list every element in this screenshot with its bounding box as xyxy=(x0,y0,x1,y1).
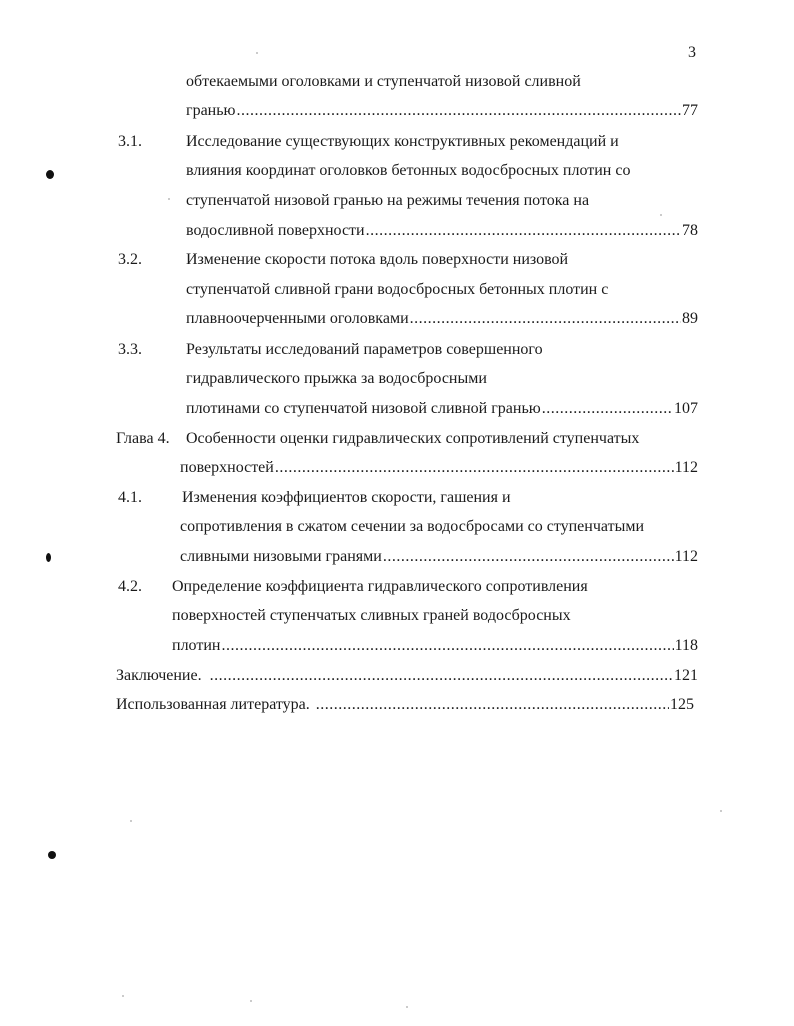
scan-speck xyxy=(46,553,51,562)
scan-speck xyxy=(250,1000,252,1002)
toc-page-number: 125 xyxy=(670,696,694,713)
toc-entry-title: плавноочерченными оголовками xyxy=(186,310,409,327)
dot-leader xyxy=(236,101,681,121)
toc-entry-last-line xyxy=(180,458,698,478)
toc-section-number: 3.3. xyxy=(118,341,142,358)
scan-speck xyxy=(46,170,54,179)
toc-line: Результаты исследований параметров совершенного xyxy=(186,341,543,358)
scan-speck xyxy=(122,995,124,997)
toc-entry-title: Использованная литература. xyxy=(116,696,310,713)
toc-entry-last-line xyxy=(180,547,698,567)
toc-entry-last-line xyxy=(116,695,694,715)
toc-line: Изменения коэффициентов скорости, гашения и xyxy=(182,489,511,506)
toc-page-number: 78 xyxy=(682,222,698,239)
dot-leader xyxy=(275,458,674,478)
toc-entry-title: гранью xyxy=(186,102,236,119)
toc-line: сопротивления в сжатом сечении за водосбросами со ступенчатыми xyxy=(180,518,644,535)
dot-leader xyxy=(316,695,669,715)
dot-leader xyxy=(410,309,681,329)
toc-page-number: 89 xyxy=(682,310,698,327)
toc-entry-title: плотинами со ступенчатой низовой сливной гранью xyxy=(186,400,541,417)
toc-page-number: 121 xyxy=(674,667,698,684)
page-number: 3 xyxy=(688,44,696,61)
toc-entry-last-line xyxy=(172,636,698,656)
toc-line: обтекаемыми оголовками и ступенчатой низовой сливной xyxy=(186,73,581,90)
toc-page-number: 112 xyxy=(674,548,698,565)
toc-section-number: 3.2. xyxy=(118,251,142,268)
toc-page-number: 118 xyxy=(674,637,698,654)
dot-leader xyxy=(221,636,673,656)
toc-line: Исследование существующих конструктивных рекомендаций и xyxy=(186,133,619,150)
scan-speck xyxy=(130,820,132,822)
toc-entry-last-line xyxy=(186,399,698,419)
dot-leader xyxy=(210,666,673,686)
toc-entry-title: Заключение. xyxy=(116,667,202,684)
toc-chapter-number: Глава 4. xyxy=(116,430,170,447)
toc-entry-last-line xyxy=(186,101,698,121)
scan-speck xyxy=(168,198,170,200)
toc-line: Особенности оценки гидравлических сопротивлений ступенчатых xyxy=(186,430,640,447)
toc-line: поверхностей ступенчатых сливных граней водосбросных xyxy=(172,607,571,624)
dot-leader xyxy=(383,547,674,567)
toc-entry-title: сливными низовыми гранями xyxy=(180,548,382,565)
scan-speck xyxy=(48,851,56,859)
toc-line: ступенчатой сливной грани водосбросных бетонных плотин с xyxy=(186,281,609,298)
dot-leader xyxy=(542,399,673,419)
toc-section-number: 3.1. xyxy=(118,133,142,150)
scan-speck xyxy=(660,214,662,216)
toc-line: Изменение скорости потока вдоль поверхности низовой xyxy=(186,251,569,268)
toc-section-number: 4.1. xyxy=(118,489,142,506)
scan-speck xyxy=(720,810,722,812)
toc-line: ступенчатой низовой гранью на режимы течения потока на xyxy=(186,192,590,209)
toc-entry-title: плотин xyxy=(172,637,221,654)
toc-page-number: 77 xyxy=(682,102,698,119)
dot-leader xyxy=(366,221,681,241)
toc-entry-last-line xyxy=(186,309,698,329)
toc-page-number: 107 xyxy=(674,400,698,417)
toc-entry-title: поверхностей xyxy=(180,459,274,476)
scan-speck xyxy=(406,1006,408,1008)
toc-section-number: 4.2. xyxy=(118,578,142,595)
scan-speck xyxy=(256,52,258,54)
toc-entry-last-line xyxy=(186,221,698,241)
toc-entry-title: водосливной поверхности xyxy=(186,222,365,239)
toc-line: гидравлического прыжка за водосбросными xyxy=(186,370,487,387)
toc-line: влияния координат оголовков бетонных водосбросных плотин со xyxy=(186,162,631,179)
toc-line: Определение коэффициента гидравлического сопротивления xyxy=(172,578,588,595)
toc-page-number: 112 xyxy=(674,459,698,476)
toc-entry-last-line xyxy=(116,666,698,686)
